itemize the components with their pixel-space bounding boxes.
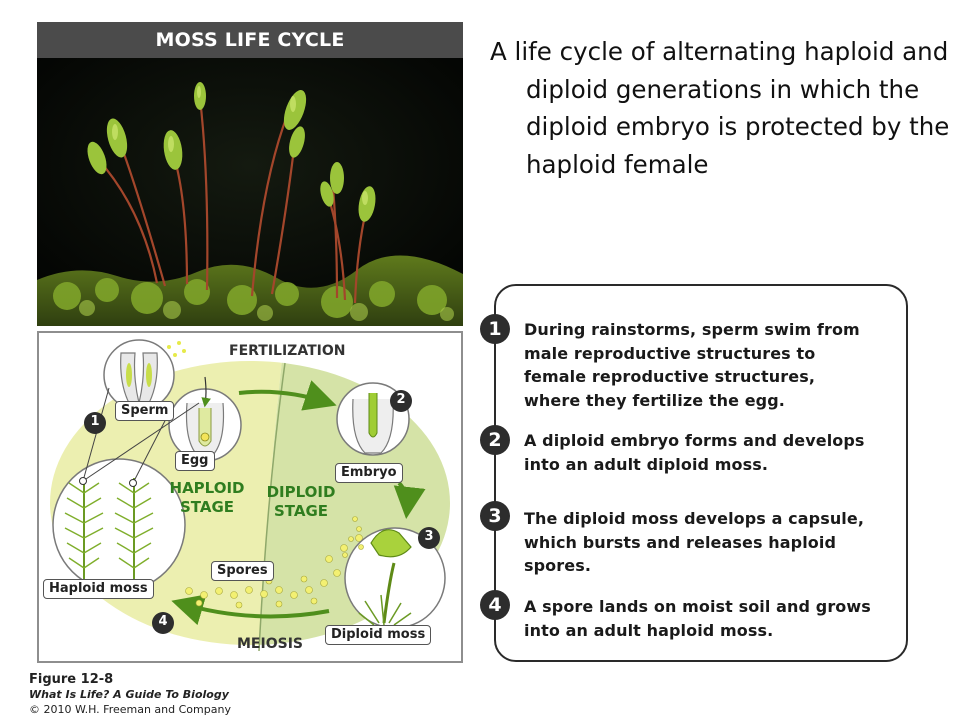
intro-text: A life cycle of alternating haploid and diploid generations in which the diploid embryo is protected by the haploid female	[490, 37, 950, 179]
fertilization-label: FERTILIZATION	[229, 343, 346, 359]
diploid-stage-line-1: DIPLOID	[266, 483, 336, 501]
step-1-line-4: where they fertilize the egg.	[524, 390, 785, 410]
moss-photo	[37, 58, 463, 326]
reproductive-structures-circle	[104, 340, 174, 410]
step-1-line-2: male reproductive structures to	[524, 343, 816, 363]
copyright-caption: © 2010 W.H. Freeman and Company	[29, 703, 231, 716]
step-4-line-1: A spore lands on moist soil and grows	[524, 597, 871, 616]
diploid-stage-label	[261, 483, 341, 521]
haploid-moss-circle	[53, 459, 185, 591]
step-number-3: 3	[480, 501, 510, 531]
haploid-moss-label: Haploid moss	[43, 579, 154, 599]
spores-label: Spores	[211, 561, 274, 581]
life-cycle-diagram-graphic	[39, 333, 461, 661]
diploid-moss-label: Diploid moss	[325, 625, 431, 645]
steps-box	[488, 284, 908, 662]
step-number-4: 4	[480, 590, 510, 620]
haploid-stage-line-1: HAPLOID	[169, 479, 245, 497]
life-cycle-diagram	[37, 331, 463, 663]
moss-photo-illustration	[37, 58, 463, 326]
step-3-line-2: which bursts and releases haploid	[524, 532, 837, 552]
step-2-line-2: into an adult diploid moss.	[524, 454, 769, 474]
step-2-line-1: A diploid embryo forms and develops	[524, 431, 865, 450]
step-3-line-3: spores.	[524, 556, 592, 575]
meiosis-label: MEIOSIS	[237, 636, 303, 652]
embryo-label: Embryo	[335, 463, 403, 483]
sperm-label: Sperm	[115, 401, 174, 421]
photo-title-bar: MOSS LIFE CYCLE	[37, 22, 463, 58]
diagram-marker-3-label: 3	[424, 529, 434, 544]
step-text-3	[524, 507, 864, 578]
diagram-marker-4-label: 4	[158, 614, 168, 629]
diagram-marker-1-label: 1	[90, 414, 100, 429]
diagram-marker-2-label: 2	[396, 392, 406, 407]
step-text-4	[524, 595, 871, 642]
figure-caption: Figure 12-8	[29, 672, 114, 687]
step-text-1	[524, 318, 860, 412]
diploid-stage-line-2: STAGE	[273, 502, 329, 520]
step-number-2: 2	[480, 425, 510, 455]
step-text-2	[524, 429, 865, 476]
haploid-stage-label	[167, 479, 247, 517]
book-caption: What Is Life? A Guide To Biology	[29, 688, 229, 701]
haploid-stage-line-2: STAGE	[179, 498, 235, 516]
step-1-line-1: During rainstorms, sperm swim from	[524, 320, 860, 339]
step-1-line-3: female reproductive structures,	[524, 367, 815, 386]
step-3-line-1: The diploid moss develops a capsule,	[524, 509, 865, 528]
step-4-line-2: into an adult haploid moss.	[524, 620, 774, 640]
egg-label: Egg	[175, 451, 215, 471]
step-number-1: 1	[480, 314, 510, 344]
